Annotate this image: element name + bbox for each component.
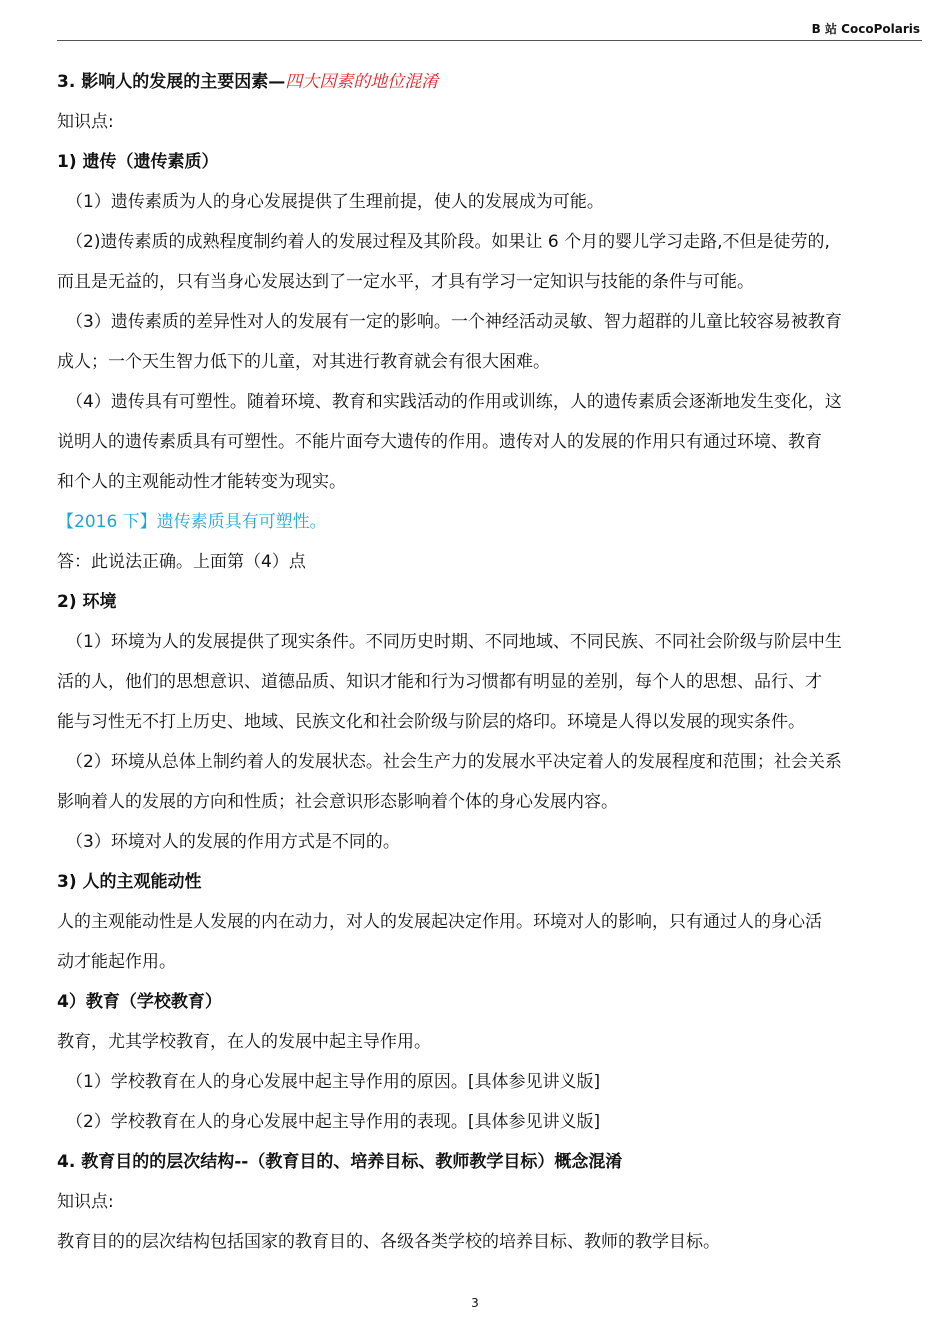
paragraph: （2）学校教育在人的身心发展中起主导作用的表现。[具体参见讲义版] bbox=[66, 1112, 601, 1132]
paragraph: （4）遗传具有可塑性。随着环境、教育和实践活动的作用或训练，人的遗传素质会逐渐地发生变化，这 bbox=[66, 392, 842, 412]
paragraph-continuation: 和个人的主观能动性才能转变为现实。 bbox=[57, 472, 346, 492]
knowledge-label: 知识点: bbox=[57, 1192, 114, 1212]
exam-question: 【2016 下】遗传素质具有可塑性。 bbox=[57, 512, 327, 532]
section-3-title bbox=[57, 62, 923, 102]
section-4-title: 4. 教育目的的层次结构--（教育目的、培养目标、教师教学目标）概念混淆 bbox=[57, 1152, 623, 1172]
paragraph: 教育，尤其学校教育，在人的发展中起主导作用。 bbox=[57, 1032, 431, 1052]
exam-answer: 答：此说法正确。上面第（4）点 bbox=[57, 552, 306, 572]
paragraph: （3）环境对人的发展的作用方式是不同的。 bbox=[66, 832, 400, 852]
paragraph: 教育目的的层次结构包括国家的教育目的、各级各类学校的培养目标、教师的教学目标。 bbox=[57, 1232, 720, 1252]
paragraph: 人的主观能动性是人发展的内在动力，对人的发展起决定作用。环境对人的影响，只有通过人的身心活 bbox=[57, 912, 822, 932]
subsection-heading-heredity: 1) 遗传（遗传素质） bbox=[57, 152, 219, 172]
section-3-title-emphasis: 四大因素的地位混淆 bbox=[285, 72, 439, 92]
paragraph: （3）遗传素质的差异性对人的发展有一定的影响。一个神经活动灵敏、智力超群的儿童比较容易被教育 bbox=[66, 312, 842, 332]
section-3-title-text: 3. 影响人的发展的主要因素— bbox=[57, 72, 286, 92]
knowledge-label: 知识点: bbox=[57, 112, 114, 132]
paragraph: （1）学校教育在人的身心发展中起主导作用的原因。[具体参见讲义版] bbox=[66, 1072, 601, 1092]
subsection-heading-education: 4）教育（学校教育） bbox=[57, 992, 222, 1012]
header-divider bbox=[57, 40, 922, 41]
paragraph: （2）环境从总体上制约着人的发展状态。社会生产力的发展水平决定着人的发展程度和范围；社会关系 bbox=[66, 752, 842, 772]
paragraph: （2)遗传素质的成熟程度制约着人的发展过程及其阶段。如果让 6 个月的婴儿学习走路,不但是徒劳的, bbox=[66, 232, 830, 252]
paragraph-continuation: 能与习性无不打上历史、地域、民族文化和社会阶级与阶层的烙印。环境是人得以发展的现实条件。 bbox=[57, 712, 805, 732]
subsection-heading-initiative: 3) 人的主观能动性 bbox=[57, 872, 202, 892]
subsection-heading-environment: 2) 环境 bbox=[57, 592, 117, 612]
paragraph: （1）遗传素质为人的身心发展提供了生理前提，使人的发展成为可能。 bbox=[66, 192, 604, 212]
page-header: B 站 CocoPolaris bbox=[811, 22, 920, 36]
paragraph-continuation: 活的人，他们的思想意识、道德品质、知识才能和行为习惯都有明显的差别，每个人的思想、品行、才 bbox=[57, 672, 822, 692]
paragraph-continuation: 说明人的遗传素质具有可塑性。不能片面夸大遗传的作用。遗传对人的发展的作用只有通过环境、教育 bbox=[57, 432, 822, 452]
paragraph: （1）环境为人的发展提供了现实条件。不同历史时期、不同地域、不同民族、不同社会阶级与阶层中生 bbox=[66, 632, 842, 652]
paragraph-continuation: 而且是无益的，只有当身心发展达到了一定水平，才具有学习一定知识与技能的条件与可能。 bbox=[57, 272, 754, 292]
page-number: 3 bbox=[471, 1296, 479, 1310]
paragraph-continuation: 动才能起作用。 bbox=[57, 952, 176, 972]
document-body bbox=[57, 62, 923, 1262]
paragraph-continuation: 成人；一个天生智力低下的儿童，对其进行教育就会有很大困难。 bbox=[57, 352, 550, 372]
paragraph-continuation: 影响着人的发展的方向和性质；社会意识形态影响着个体的身心发展内容。 bbox=[57, 792, 618, 812]
